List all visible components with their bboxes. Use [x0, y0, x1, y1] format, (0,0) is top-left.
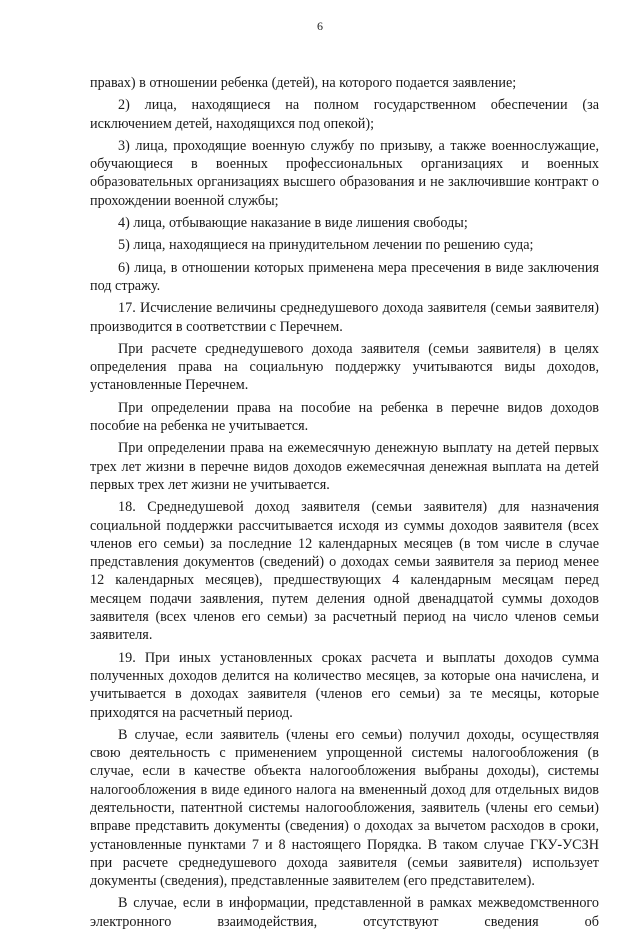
paragraph-clause-18: 18. Среднедушевой доход заявителя (семьи заявителя) для назначения социальной поддержки рассчитывается исходя из суммы доходов заявителя (всех членов его семьи) за последние 12 календарных месяцев (в том числе в случае представления документов (сведений) о доходах семьи заявителя за период менее 12 календарных месяцев), предшествующих 4 календарным месяцам перед месяцем подачи заявления, путем деления одной двенадцатой суммы доходов заявителя (всех членов его семьи) за расчетный период на число членов семьи заявителя. — [90, 499, 599, 644]
paragraph-item-6: 6) лица, в отношении которых применена мера пресечения в виде заключения под стражу. — [90, 259, 599, 294]
paragraph-clause-17-monthly-payment: При определении права на ежемесячную денежную выплату на детей первых трех лет жизни в перечне видов доходов ежемесячная денежная выплата на детей первых трех лет жизни не учитывается. — [90, 440, 599, 493]
paragraph-continuation: правах) в отношении ребенка (детей), на которого подается заявление; — [90, 75, 517, 91]
paragraph-item-2: 2) лица, находящиеся на полном государственном обеспечении (за исключением детей, находящихся под опекой); — [90, 97, 599, 132]
paragraph-clause-17-child-benefit: При определении права на пособие на ребенка в перечне видов доходов пособие на ребенка не учитывается. — [90, 399, 599, 435]
paragraph-item-4: 4) лица, отбывающие наказание в виде лишения свободы; — [118, 215, 468, 232]
document-body — [90, 74, 599, 935]
paragraph-item-5: 5) лица, находящиеся на принудительном лечении по решению суда; — [118, 237, 534, 254]
paragraph-clause-19-simplified-tax: В случае, если заявитель (члены его семьи) получил доходы, осуществляя свою деятельность с применением упрощенной системы налогообложения (в случае, если в качестве объекта налогообложения выбраны доходы), системы налогообложения в виде единого налога на вмененный доход для отдельных видов деятельности, патентной системы налогообложения, заявитель (члены его семьи) вправе представить документы (сведения) о доходах за вычетом расходов в сроки, установленные пунктами 7 и 8 настоящего Порядка. В таком случае ГКУ-УСЗН при расчете среднедушевого дохода заявителя (семьи заявителя) использует документы (сведения), представленные заявителем (его представителем). — [90, 726, 599, 890]
page-number: 6 — [317, 19, 323, 33]
paragraph-clause-19-interagency: В случае, если в информации, представленной в рамках межведомственного электронного взаимодействия, отсутствуют сведения об — [90, 895, 599, 930]
paragraph-clause-19: 19. При иных установленных сроках расчета и выплаты доходов сумма полученных доходов делится на количество месяцев, за которые она начислена, и учитывается в доходах заявителя (членов его семьи) за те месяцы, которые приходятся на расчетный период. — [90, 649, 599, 721]
paragraph-item-3: 3) лица, проходящие военную службу по призыву, а также военнослужащие, обучающиеся в военных профессиональных организациях и военных образовательных организациях высшего образования и не заключившие контракт о прохождении военной службы; — [90, 137, 599, 209]
paragraph-clause-17-income-types: При расчете среднедушевого дохода заявителя (семьи заявителя) в целях определения права на социальную поддержку учитываются виды доходов, установленные Перечнем. — [90, 340, 599, 394]
paragraph-clause-17: 17. Исчисление величины среднедушевого дохода заявителя (семьи заявителя) производится в соответствии с Перечнем. — [90, 300, 599, 335]
